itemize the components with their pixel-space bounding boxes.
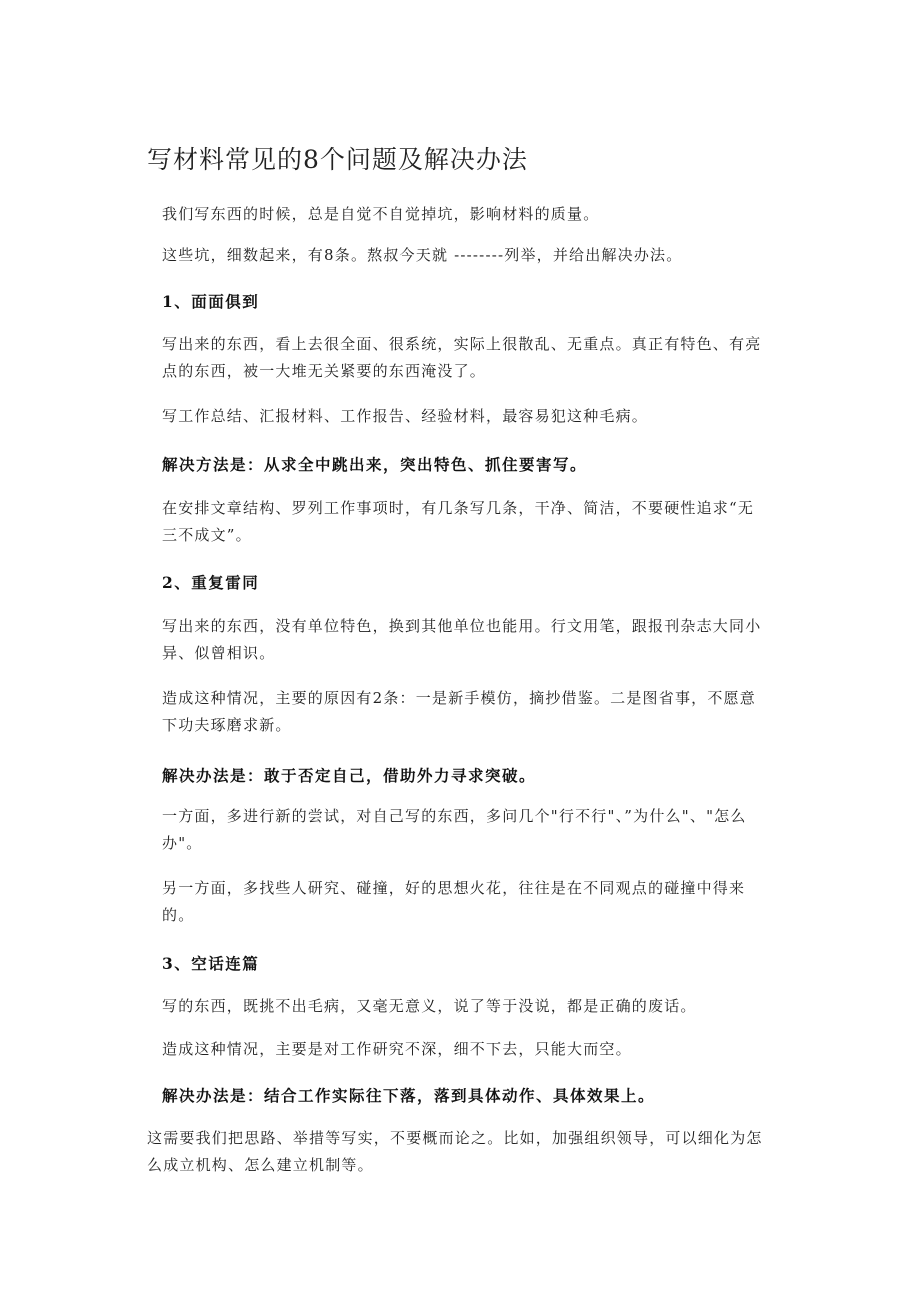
- body-paragraph: 在安排文章结构、罗列工作事项时，有几条写几条，干净、简洁，不要硬性追求“无三不成文”。: [162, 499, 755, 544]
- body-paragraph: 写的东西，既挑不出毛病，又毫无意义，说了等于没说，都是正确的废话。: [162, 997, 697, 1015]
- section-heading: 2、重复雷同: [162, 573, 260, 592]
- intro-paragraph: 这些坑，细数起来，有8条。熬叔今天就 --------列举，并给出解决办法。: [162, 246, 683, 264]
- solution-line: 解决办法是：敢于否定自己，借助外力寻求突破。: [162, 766, 537, 785]
- solution-line: 解决办法是：结合工作实际往下落，落到具体动作、具体效果上。: [162, 1086, 656, 1105]
- body-paragraph: 另一方面，多找些人研究、碰撞，好的思想火花，往往是在不同观点的碰撞中得来的。: [162, 879, 746, 924]
- body-paragraph: 写出来的东西，没有单位特色，换到其他单位也能用。行文用笔，跟报刊杂志大同小异、似曾相识。: [162, 617, 762, 662]
- body-paragraph: 造成这种情况，主要的原因有2条：一是新手模仿，摘抄借鉴。二是图省事，不愿意下功夫琢磨求新。: [162, 689, 756, 734]
- document-title: 写材料常见的8个问题及解决办法: [147, 145, 528, 174]
- body-paragraph: 这需要我们把思路、举措等写实，不要概而论之。比如，加强组织领导，可以细化为怎么成立机构、怎么建立机制等。: [147, 1129, 763, 1174]
- solution-line: 解决方法是：从求全中跳出来，突出特色、抓住要害写。: [162, 455, 588, 474]
- section-heading: 3、空话连篇: [162, 954, 260, 973]
- body-paragraph: 写工作总结、汇报材料、工作报告、经验材料，最容易犯这种毛病。: [162, 407, 649, 425]
- body-paragraph: 写出来的东西，看上去很全面、很系统，实际上很散乱、无重点。真正有特色、有亮点的东西，被一大堆无关紧要的东西淹没了。: [162, 335, 762, 380]
- intro-paragraph: 我们写东西的时候，总是自觉不自觉掉坑，影响材料的质量。: [162, 205, 600, 223]
- body-paragraph: 造成这种情况，主要是对工作研究不深，细不下去，只能大而空。: [162, 1040, 632, 1058]
- body-paragraph: 一方面，多进行新的尝试，对自己写的东西，多问几个"行不行"、”为什么"、"怎么办"。: [162, 807, 747, 852]
- section-heading: 1、面面俱到: [162, 292, 260, 311]
